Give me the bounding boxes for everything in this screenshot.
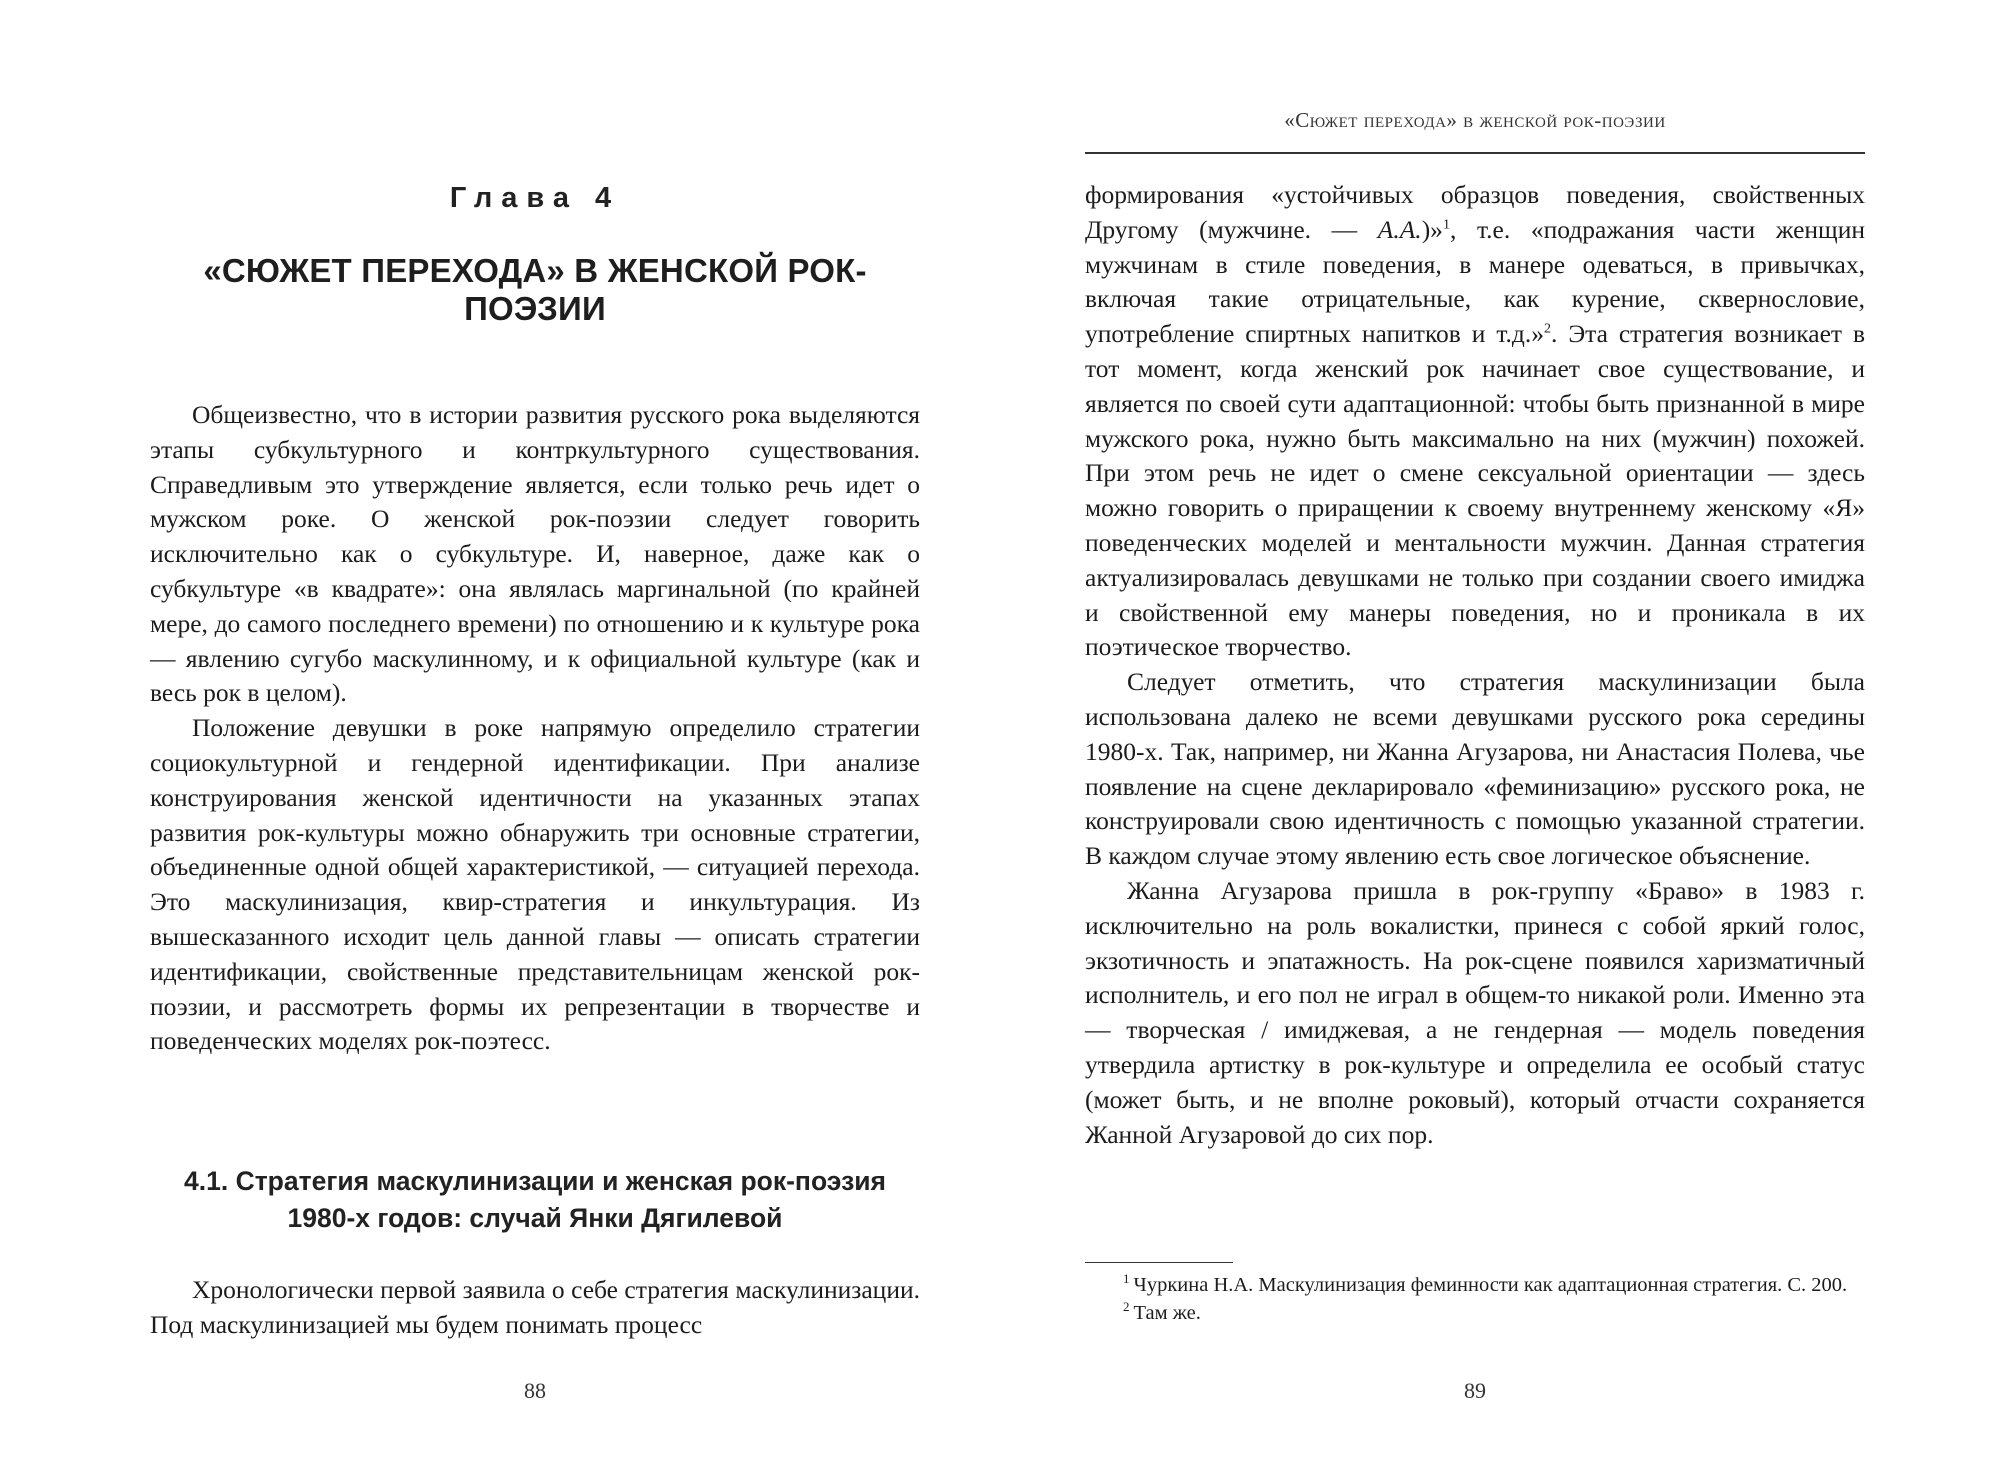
chapter-label: Глава 4	[449, 182, 621, 214]
paragraph: Хронологически первой заявила о себе стратегия маскулинизации. Под маскулинизацией мы будем понимать процесс	[150, 1275, 920, 1339]
text-run: , т.е. «подражания части женщин мужчинам в стиле поведения, в манере одеваться, в привычках, включая такие отрицательные, как курение, сквернословие, употребление спиртных напитков и т.д.»	[1085, 214, 1865, 349]
paragraph: Жанна Агузарова пришла в рок-группу «Браво» в 1983 г. исключительно на роль вокалистки, принеся с собой яркий голос, экзотичность и эпатажность. На рок-сцене появился харизматичный исполнитель, и его пол не играл в общем-то никакой роли. Именно эта — творческая / имиджевая, а не гендерная — модель поведения утвердила артистку в рок-культуре и определила ее особый статус (может быть, и не вполне роковый), который отчасти сохраняется Жанной Агузаровой до сих пор.	[1085, 875, 1865, 1149]
footnote-reference[interactable]: 1	[1442, 217, 1450, 233]
left-body-text-continued	[150, 1273, 920, 1343]
right-page	[1085, 0, 1865, 1477]
page-number: 89	[1464, 1378, 1486, 1403]
chapter-title: «СЮЖЕТ ПЕРЕХОДА» В ЖЕНСКОЙ РОК-ПОЭЗИИ	[203, 252, 867, 327]
footnote-rule	[1085, 1262, 1233, 1263]
right-body-text	[1085, 178, 1865, 1152]
paragraph: Положение девушки в роке напрямую определило стратегии социокультурной и гендерной идентификации. При анализе конструирования женской идентичности на указанных этапах развития рок-культуры можно обнаружить три основные стратегии, объединенные одной общей характеристикой, — ситуацией перехода. Это маскулинизация, квир-стратегия и инкультурация. Из вышесказанного исходит цель данной главы — описать стратегии идентификации, свойственные представительницам женской рок-поэзии, и рассмотреть формы их репрезентации в творчестве и поведенческих моделях рок-поэтесс.	[150, 713, 920, 1056]
footnote-mark: 1	[1123, 1271, 1130, 1287]
footnote-reference[interactable]: 2	[1544, 321, 1552, 337]
footnote-2	[1085, 1299, 1865, 1327]
paragraph: Следует отметить, что стратегия маскулинизации была использована далеко не всеми девушками русского рока середины 1980-х. Так, например, ни Жанна Агузарова, ни Анастасия Полева, чье появление на сцене декларировало «феминизацию» русского рока, не конструировали свою идентичность с помощью указанной стратегии. В каждом случае этому явлению есть свое логическое объяснение.	[1085, 667, 1865, 871]
footnote-text: Чуркина Н.А. Маскулинизация феминности как адаптационная стратегия. С. 200.	[1133, 1274, 1848, 1296]
section-heading-line: 1980-х годов: случай Янки Дягилевой	[287, 1203, 783, 1233]
section-heading	[150, 1163, 920, 1237]
text-run: . Эта стратегия возникает в тот момент, когда женский рок начинает свое существование, и является по своей сути адаптационной: чтобы быть признанной в мире мужского рока, нужно быть максимально на них (мужчин) похожей. При этом речь не идет о смене сексуальной ориентации — здесь можно говорить о приращении к своему внутреннему женскому «Я» поведенческих моделей и ментальности мужчин. Данная стратегия актуализировалась девушками не только при создании своего имиджа и свойственной ему манеры поведения, но и проникала в их поэтическое творчество.	[1085, 319, 1865, 662]
footnote-mark: 2	[1123, 1299, 1130, 1315]
text-run: )»	[1421, 214, 1443, 244]
page-number: 88	[524, 1378, 546, 1403]
header-rule	[1085, 152, 1865, 154]
footnote-1	[1085, 1271, 1865, 1299]
text-run: формирования «устойчивых образцов поведения, свойственных Другому (мужчине. —	[1085, 180, 1865, 244]
running-head: «Сюжет перехода» в женской рок-поэзии	[1284, 108, 1666, 132]
left-body-text	[150, 398, 920, 1059]
footnote-text: Там же.	[1133, 1302, 1201, 1324]
left-page	[150, 0, 920, 1477]
footnotes	[1085, 1271, 1865, 1327]
initials-italic: А.А.	[1377, 214, 1422, 244]
paragraph: Общеизвестно, что в истории развития русского рока выделяются этапы субкультурного и контркультурного существования. Справедливым это утверждение является, если только речь идет о мужском роке. О женской рок-поэзии следует говорить исключительно как о субкультуре. И, наверное, даже как о субкультуре «в квадрате»: она являлась маргинальной (по крайней мере, до самого последнего времени) по отношению и к культуре рока — явлению сугубо маскулинному, и к официальной культуре (как и весь рок в целом).	[150, 400, 920, 708]
paragraph	[1085, 178, 1865, 665]
section-heading-line: 4.1. Стратегия маскулинизации и женская рок-поэзия	[184, 1166, 886, 1196]
